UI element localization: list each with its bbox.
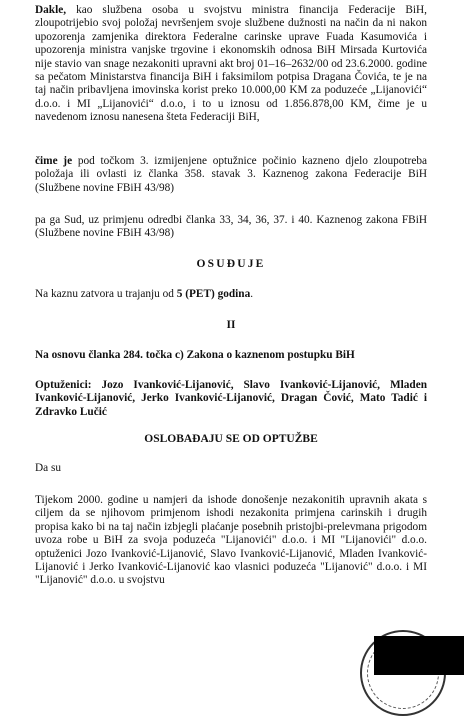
paragraph-text: pod točkom 3. izmijenjene optužnice počinio kazneno djelo zloupotreba položaja ili ovlasti iz članka 358. stavak 3. Kaznenog zakona Federacije BiH (Službene novine FBiH 43/98) [35,155,427,194]
sentence-text: Na kaznu zatvora u trajanju od [35,288,177,300]
da-su-line: Da su [35,462,62,474]
accused-lead: Optuženici: [35,379,92,391]
redaction-box [374,636,464,675]
section-number: II [226,319,236,331]
paragraph-text: pa ga Sud, uz primjenu odredbi članka 33, 34, 36, 37. i 40. Kaznenog zakona FBiH (Službene novine FBiH 43/98) [35,214,427,240]
paragraph-text: kao službena osoba u svojstvu ministra financija Federacije BiH, zloupotrijebio svoj položaj nevršenjem svoje službene dužnosti na način da ni nakon upozorenja zamjenika direktora Federalne carinske uprave Fuada Kasumovića i upozorenja ministra vanjske trgovine i ekonomskih odnosa BiH Mirsada Kurtovića nije stavio van snage nezakoniti upravni akt broj 01–16–2632/00 od 23.6.2000. godine sa pečatom Ministarstva financija BiH i faksimilom potpisa Dragana Čovića, te je na taj način pribavljena imovinska korist preko 10.000,00 KM za poduzeće „Lijanovići“ d.o.o. i MI „Lijanovići“ d.o.o, i to u iznosu od 1.856.878,00 KM, čime je u navedenom iznosu nanesena šteta Federaciji BiH, [35,4,427,124]
paragraph-text: Tijekom 2000. godine u namjeri da ishode donošenje nezakonitih upravnih akata s ciljem da se njihovom primjenom ishodi nezakonita primjena carinskih i drugih propisa kako bi na taj način izbjegli plaćanje posebnih pristojbi-prelevmana prigodom uvoza robe u BiH za svoja poduzeća "Lijanovići" d.o.o. i MI "Lijanovići" d.o.o. optuženici Jozo Ivanković-Lijanović, Slavo Ivanković-Lijanović, Mladen Ivanković-Lijanović i Jerko Ivanković-Lijanović kao vlasnici poduzeća "Lijanović" d.o.o. i MI "Lijanović" d.o.o. u svojstvu [35,494,427,587]
accused-names: Jozo Ivanković-Lijanović, Slavo Ivanković-Lijanović, Mladen Ivanković-Lijanović, Jerko Ivanković-Lijanović, Dragan Čović, Mato Tadić i Zdravko Lučić [35,379,427,418]
verdict-heading-osudjuje: OSUĐUJE [196,258,266,270]
paragraph-tijekom [35,494,427,588]
paragraph-lead: čime je [35,155,73,167]
accused-list [35,379,427,419]
sentence-end: . [250,288,254,300]
paragraph-lead: Dakle, [35,4,67,16]
paragraph-cime-je [35,155,427,195]
sentence-line [35,288,427,301]
paragraph-pa-ga-sud [35,214,427,241]
legal-basis: Na osnovu članka 284. točka c) Zakona o kaznenom postupku BiH [35,349,355,361]
paragraph-dakle [35,4,427,125]
verdict-heading-oslobadjaju: OSLOBAĐAJU SE OD OPTUŽBE [144,433,318,445]
sentence-duration: 5 (PET) godina [176,288,251,300]
